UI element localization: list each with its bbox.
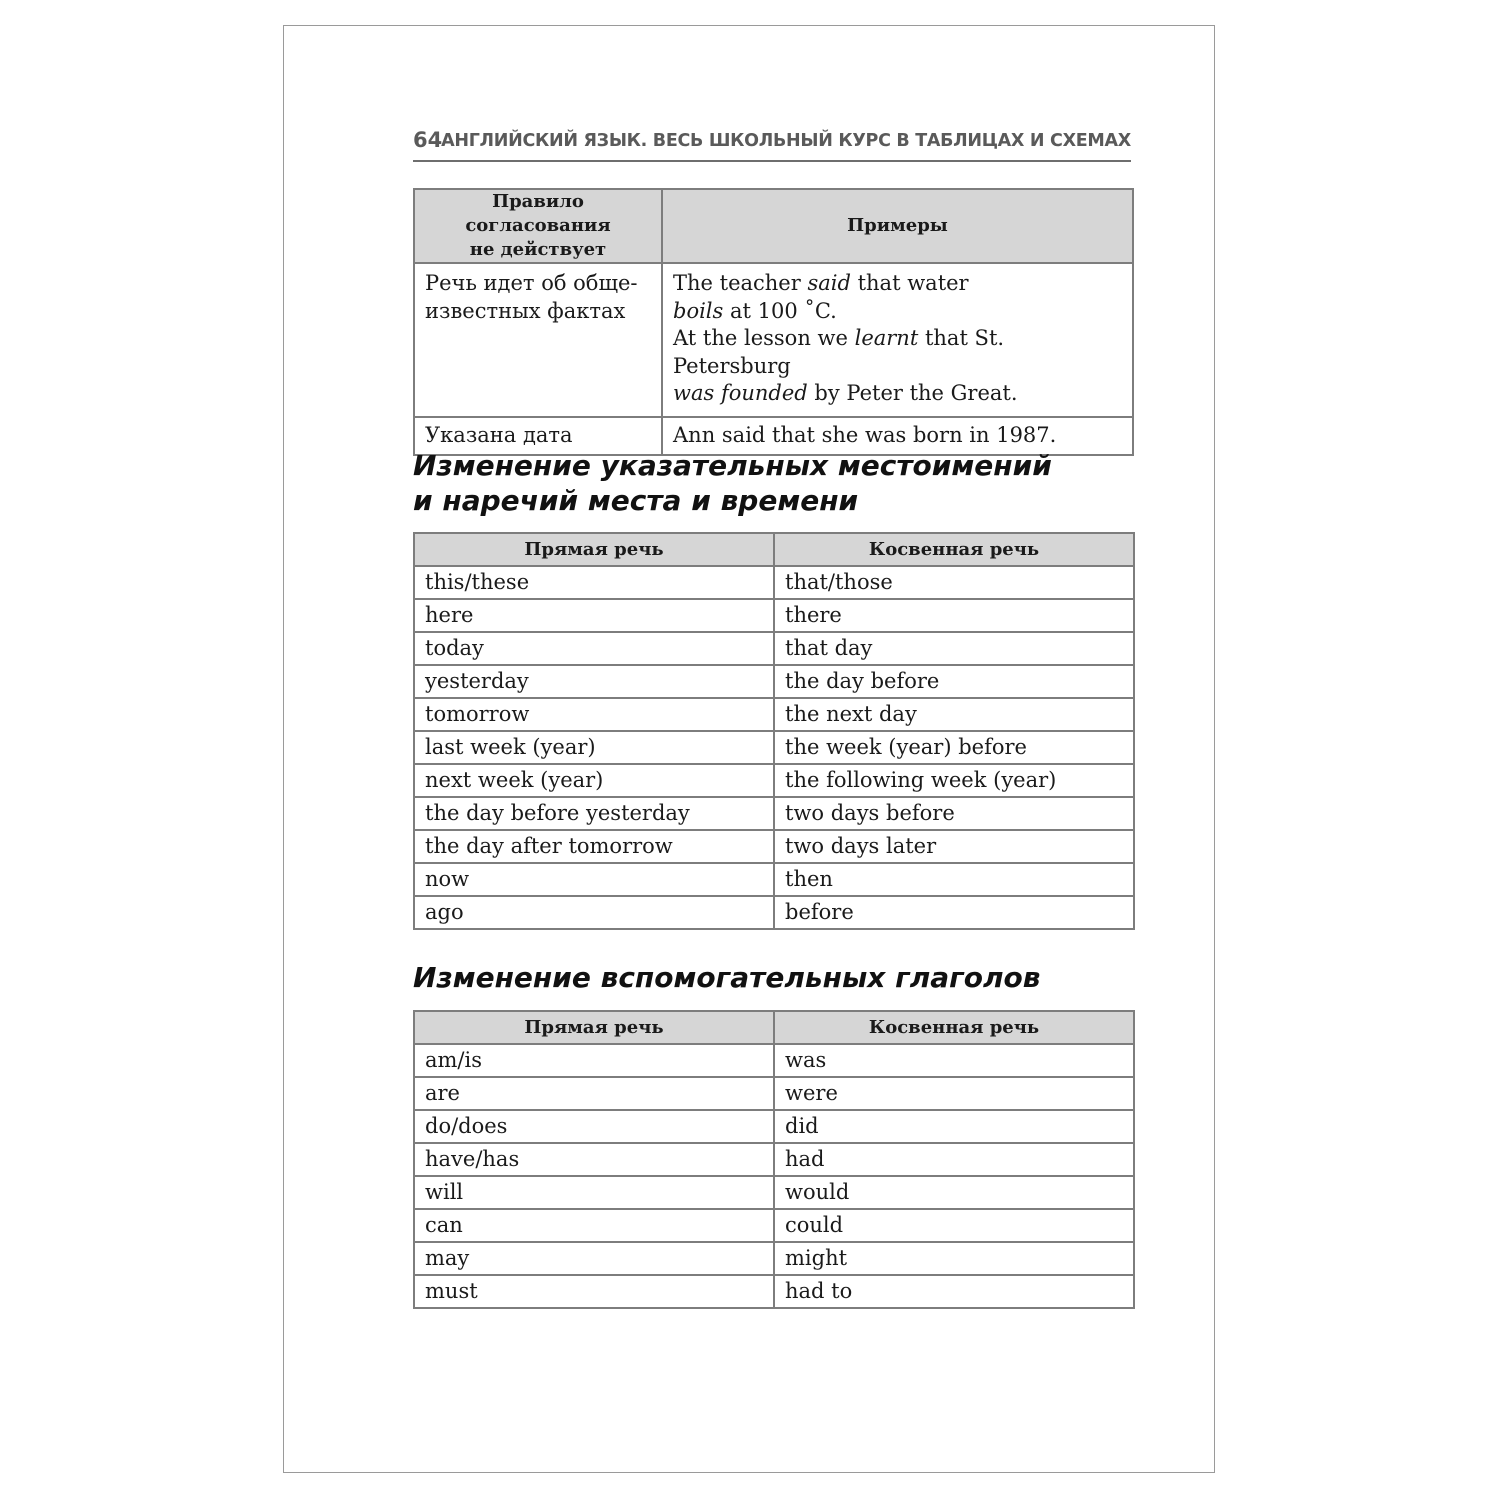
reported-speech-cell: the week (year) before [774, 731, 1134, 764]
reported-speech-cell: was [774, 1044, 1134, 1077]
table-row [414, 731, 1134, 764]
direct-speech-cell: are [414, 1077, 774, 1110]
reported-speech-cell: had [774, 1143, 1134, 1176]
reported-speech-cell: did [774, 1110, 1134, 1143]
examples-cell: The teacher said that water boils at 100 ˚C. At the lesson we learnt that St. Petersburg was founded by Peter the Great. [662, 263, 1133, 417]
direct-speech-cell: will [414, 1176, 774, 1209]
direct-speech-cell: here [414, 599, 774, 632]
column-header-reported-speech: Косвенная речь [774, 533, 1134, 566]
table-row [414, 764, 1134, 797]
reported-speech-cell: would [774, 1176, 1134, 1209]
direct-speech-cell: today [414, 632, 774, 665]
direct-speech-cell: last week (year) [414, 731, 774, 764]
reported-speech-cell: before [774, 896, 1134, 929]
direct-speech-cell: this/these [414, 566, 774, 599]
pronouns-adverbs-table [413, 532, 1135, 930]
agreement-exceptions-table [413, 188, 1134, 456]
auxiliary-verbs-table [413, 1010, 1135, 1309]
table-header-row [414, 189, 1133, 263]
rule-cell: Речь идет об обще- известных фактах [414, 263, 662, 417]
direct-speech-cell: do/does [414, 1110, 774, 1143]
column-header-examples: Примеры [662, 189, 1133, 263]
reported-speech-cell: had to [774, 1275, 1134, 1308]
direct-speech-cell: the day before yesterday [414, 797, 774, 830]
table-row [414, 566, 1134, 599]
table-row [414, 896, 1134, 929]
direct-speech-cell: next week (year) [414, 764, 774, 797]
reported-speech-cell: were [774, 1077, 1134, 1110]
direct-speech-cell: am/is [414, 1044, 774, 1077]
column-header-direct-speech: Прямая речь [414, 533, 774, 566]
table-row [414, 1275, 1134, 1308]
table-row [414, 599, 1134, 632]
examples-cell: Ann said that she was born in 1987. [662, 417, 1133, 456]
table-row [414, 263, 1133, 417]
reported-speech-cell: could [774, 1209, 1134, 1242]
reported-speech-cell: that day [774, 632, 1134, 665]
direct-speech-cell: have/has [414, 1143, 774, 1176]
table-row [414, 1077, 1134, 1110]
table-row [414, 632, 1134, 665]
running-title: АНГЛИЙСКИЙ ЯЗЫК. ВЕСЬ ШКОЛЬНЫЙ КУРС В ТАБЛИЦАХ И СХЕМАХ [441, 131, 1131, 151]
reported-speech-cell: then [774, 863, 1134, 896]
reported-speech-cell: the following week (year) [774, 764, 1134, 797]
reported-speech-cell: there [774, 599, 1134, 632]
reported-speech-cell: two days before [774, 797, 1134, 830]
direct-speech-cell: the day after tomorrow [414, 830, 774, 863]
table-row [414, 863, 1134, 896]
table-row [414, 698, 1134, 731]
section-title-auxiliary-verbs: Изменение вспомогательных глаголов [413, 961, 1041, 994]
table-row [414, 665, 1134, 698]
direct-speech-cell: now [414, 863, 774, 896]
section-title-pronouns: Изменение указательных местоимений и наречий места и времени [413, 449, 1052, 517]
direct-speech-cell: ago [414, 896, 774, 929]
reported-speech-cell: the day before [774, 665, 1134, 698]
table-row [414, 1044, 1134, 1077]
table-row [414, 1110, 1134, 1143]
direct-speech-cell: tomorrow [414, 698, 774, 731]
table-header-row [414, 533, 1134, 566]
table-row [414, 1176, 1134, 1209]
direct-speech-cell: can [414, 1209, 774, 1242]
table-row [414, 1143, 1134, 1176]
table-row [414, 797, 1134, 830]
column-header-rule: Правило согласования не действует [414, 189, 662, 263]
page-header [413, 128, 1131, 162]
table-row [414, 1242, 1134, 1275]
table-row [414, 1209, 1134, 1242]
reported-speech-cell: two days later [774, 830, 1134, 863]
column-header-reported-speech: Косвенная речь [774, 1011, 1134, 1044]
column-header-direct-speech: Прямая речь [414, 1011, 774, 1044]
rule-cell: Указана дата [414, 417, 662, 456]
direct-speech-cell: may [414, 1242, 774, 1275]
direct-speech-cell: yesterday [414, 665, 774, 698]
page-number: 64 [413, 128, 443, 152]
reported-speech-cell: the next day [774, 698, 1134, 731]
direct-speech-cell: must [414, 1275, 774, 1308]
reported-speech-cell: might [774, 1242, 1134, 1275]
table-row [414, 830, 1134, 863]
reported-speech-cell: that/those [774, 566, 1134, 599]
table-header-row [414, 1011, 1134, 1044]
